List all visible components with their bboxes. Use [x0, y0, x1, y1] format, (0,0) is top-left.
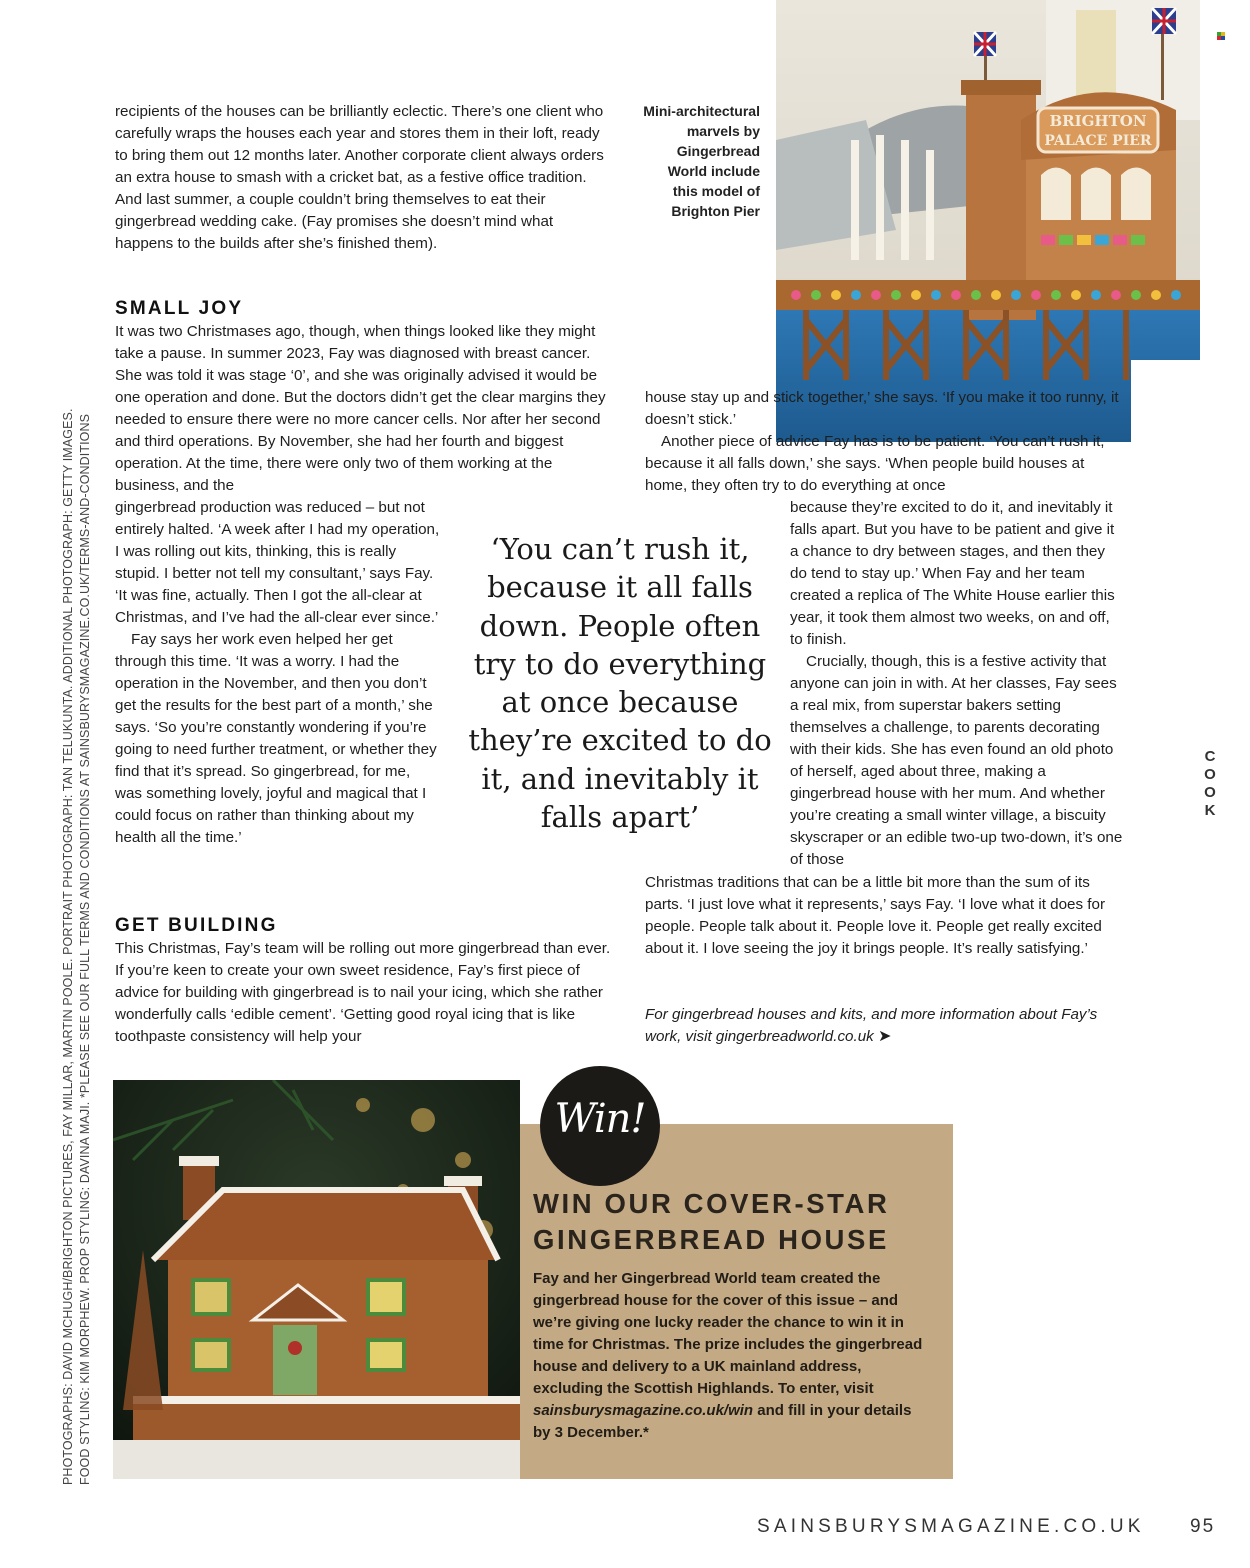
brighton-pier-photo — [776, 0, 1200, 442]
caption-line: Brighton Pier — [671, 203, 760, 219]
paragraph: Christmas traditions that can be a little bit more than the sum of its parts. ‘I just love what it represents,’ says Fay. ‘I love what it does for people. People talk about it. People love it. People get really excited about it. I love seeing the joy it brings people. It’s really satisfying.’ — [645, 874, 1106, 957]
section-label-letter: O — [1204, 784, 1216, 801]
paragraph: Another piece of advice Fay has is to be patient. ‘You can’t rush it, because it all falls down,’ she says. ‘When people build houses at home, they often try to do everything at once — [645, 433, 1105, 494]
paragraph: Fay says her work even helped her get through this time. ‘It was a worry. I had the operation in the November, and then you don’t get the results for the best part of a month,’ she says. ‘So you’re constantly wondering if you’re going to need further treatment, or whether they find that it’s spread. So gingerbread, for me, was something lovely, joyful and magical that I could focus on rather than thinking about my health all the time.’ — [115, 631, 437, 846]
competition-body-text: Fay and her Gingerbread World team created the gingerbread house for the cover of this issue – and we’re giving one lucky reader the chance to win it in time for Christmas. The prize includes the gingerbread house and delivery to a UK mainland address, excluding the Scottish Highlands. To enter, visit — [533, 1270, 923, 1397]
caption-line: World include — [667, 163, 760, 179]
column-two-bottom — [645, 872, 1125, 960]
competition-title-line: WIN OUR COVER-STAR — [533, 1188, 890, 1219]
photo-caption — [600, 101, 760, 221]
win-badge — [540, 1066, 660, 1186]
section-label-letter: O — [1204, 766, 1216, 783]
competition-body — [533, 1268, 933, 1444]
pull-quote: ‘You can’t rush it, because it all falls down. People often try to do everything at once because they’re excited to do it, and inevitably it falls apart’ — [468, 532, 772, 835]
gingerbread-house-photo — [113, 1080, 520, 1479]
section-heading-get-building: GET BUILDING — [115, 915, 278, 936]
competition-body-text-end: and fill in your details by 3 December.* — [533, 1402, 912, 1441]
section-get-building — [115, 938, 615, 1048]
arrow-right-icon: ➤ — [878, 1028, 892, 1045]
paragraph: gingerbread production was reduced – but not entirely halted. ‘A week after I had my operation, I was rolling out kits, thinking, this is really stupid. I better not tell my consultant,’ says Fay. ‘It was fine, actually. Then I got the all-clear at Christmas, and I’ve had the all-clear ever since.’ — [115, 499, 440, 626]
paragraph: This Christmas, Fay’s team will be rolling out more gingerbread than ever. If you’re keen to create your own sweet residence, Fay’s first piece of advice for building with gingerbread is to nail your icing, which she rather wonderfully calls ‘edible cement’. ‘Getting good royal icing that is like toothpaste consistency will help your — [115, 940, 611, 1045]
photo-credits — [60, 385, 94, 1485]
caption-line: marvels by — [686, 123, 760, 139]
competition-entry-link[interactable]: sainsburysmagazine.co.uk/win — [533, 1402, 754, 1419]
section-heading-small-joy: SMALL JOY — [115, 298, 244, 319]
section-label — [1198, 748, 1222, 820]
info-note-text: For gingerbread houses and kits, and more information about Fay’s work, visit gingerbreadworld.co.uk — [645, 1006, 1098, 1045]
column-two-middle — [790, 497, 1125, 871]
page-number: 95 — [1190, 1516, 1216, 1537]
corner-mark-icon — [1217, 32, 1225, 40]
win-badge-text: Win! — [554, 1096, 646, 1142]
caption-line: this model of — [672, 183, 760, 199]
article-intro — [115, 101, 605, 255]
pier-sign-text-1: BRIGHTON — [1049, 112, 1147, 130]
caption-line: Gingerbread — [676, 143, 760, 159]
footer-website: SAINSBURYSMAGAZINE.CO.UK — [757, 1516, 1145, 1537]
pier-sign-text-2: PALACE PIER — [1044, 133, 1152, 149]
paragraph: Crucially, though, this is a festive activity that anyone can join in with. At her classes, Fay sees a real mix, from superstar bakers setting themselves a challenge, to parents decorating with their kids. She has even found an old photo of herself, aged about three, making a gingerbread house with her mum. And whether you’re creating a small winter village, a biscuity skyscraper or an edible two-up two-down, it’s one of those — [790, 653, 1123, 868]
paragraph: because they’re excited to do it, and inevitably it falls apart. But you have to be patient and give it a chance to dry between stages, and then they do tend to stay up.’ When Fay and her team created a replica of The White House earlier this year, it took them almost two weeks, on and off, to finish. — [790, 499, 1115, 648]
paragraph: house stay up and stick together,’ she says. ‘If you make it too runny, it doesn’t stick.’ — [645, 389, 1119, 428]
credits-line: FOOD STYLING: KIM MORPHEW. PROP STYLING: DAVINA MAJI. *PLEASE SEE OUR FULL TERMS AND CONDITIONS AT SAINSBURYSMAGAZINE.CO.UK/TERMS-AND-CONDITIONS — [78, 413, 92, 1485]
paragraph: It was two Christmases ago, though, when things looked like they might take a pause. In summer 2023, Fay was diagnosed with breast cancer. She was told it was stage ‘0’, and she was originally advised it would be one operation and done. But the doctors didn’t get the clear margins they needed to ensure there were no more cancer cells. Nor after her second and third operations. By November, she had her fourth and biggest operation. At the time, there were only two of them working at the business, and the — [115, 323, 606, 494]
competition-title-line: GINGERBREAD HOUSE — [533, 1224, 889, 1255]
info-note — [645, 1004, 1125, 1048]
paragraph: recipients of the houses can be brilliantly eclectic. There’s one client who carefully wraps the houses each year and stores them in their loft, ready to bring them out 12 months later. Another corporate client always orders an extra house to smash with a cricket bat, as a festive office tradition. And last summer, a couple couldn’t bring themselves to eat their gingerbread wedding cake. (Fay promises she doesn’t mind what happens to the builds after she’s finished them). — [115, 103, 604, 252]
column-two-top — [645, 387, 1125, 497]
section-label-letter: C — [1204, 748, 1216, 765]
credits-line: PHOTOGRAPHS: DAVID MCHUGH/BRIGHTON PICTURES, FAY MILLAR, MARTIN POOLE. PORTRAIT PHOTOGRAPH: TAN TELUKUNTA. ADDITIONAL PHOTOGRAPH: GETTY IMAGES. — [61, 408, 75, 1485]
section-label-letter: K — [1204, 802, 1216, 819]
competition-title — [533, 1186, 943, 1258]
caption-line: Mini-architectural — [643, 103, 760, 119]
